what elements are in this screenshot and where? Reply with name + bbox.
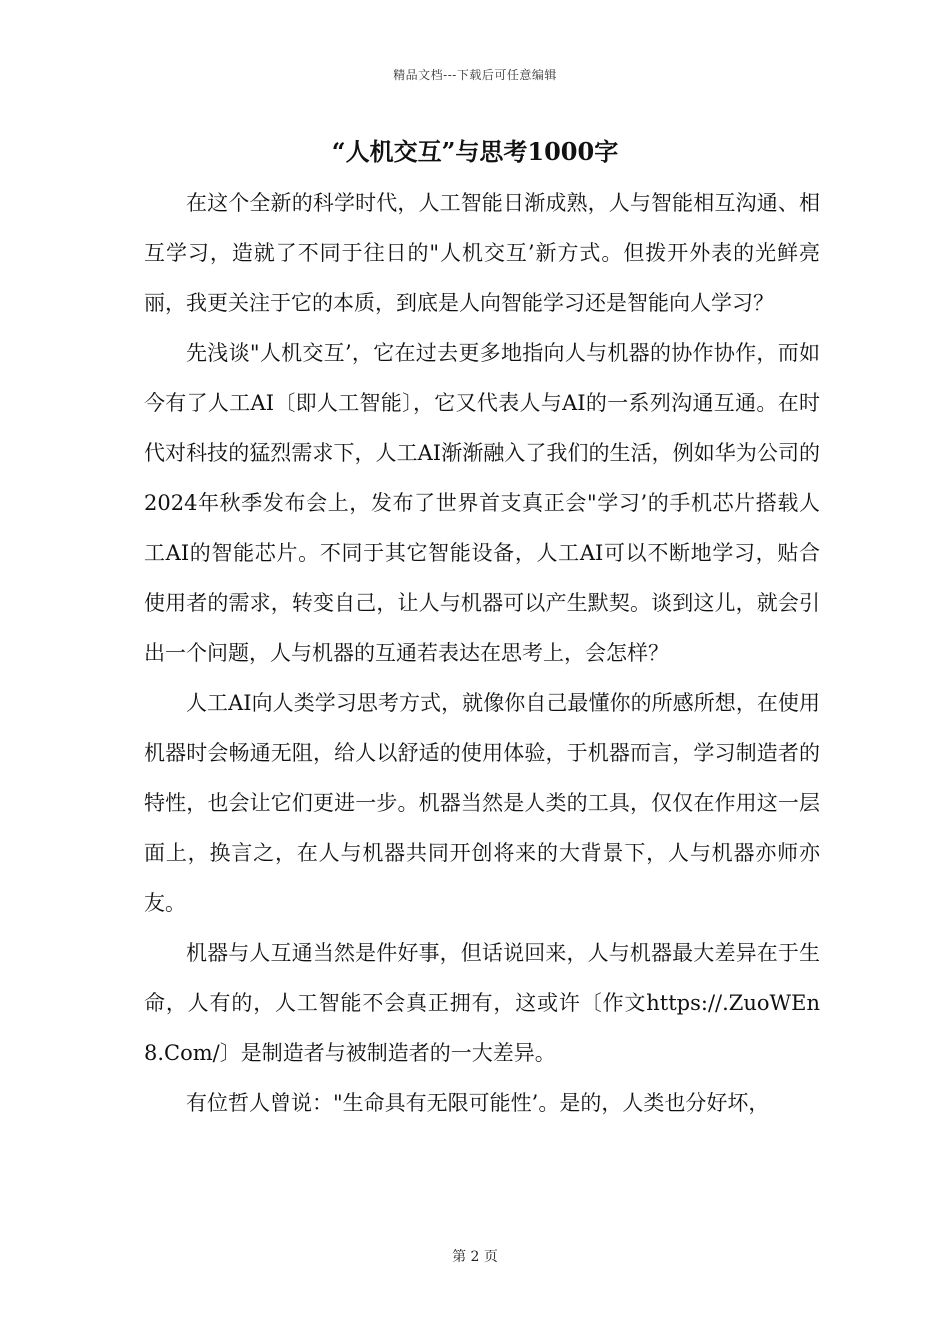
page-number: 第 2 页 [452, 1249, 498, 1265]
paragraph-2: 先浅谈"人机交互’，它在过去更多地指向人与机器的协作协作，而如今有了人工AI〔即人工智能〕，它又代表人与AI的一系列沟通互通。在时代对科技的猛烈需求下，人工AI渐渐融入了我们的生活，例如华为公司的2024年秋季发布会上，发布了世界首支真正会"学习’的手机芯片搭载人工AI的智能芯片。不同于其它智能设备，人工AI可以不断地学习，贴合使用者的需求，转变自己，让人与机器可以产生默契。谈到这儿，就会引出一个问题，人与机器的互通若表达在思考上，会怎样？ [144, 341, 820, 665]
page-header: 精品文档---下载后可任意编辑 [393, 68, 557, 82]
document-body [144, 178, 820, 1128]
paragraph-5: 有位哲人曾说："生命具有无限可能性’。是的，人类也分好坏， [186, 1091, 770, 1115]
paragraph-4: 机器与人互通当然是件好事，但话说回来，人与机器最大差异在于生命，人有的，人工智能不会真正拥有，这或许〔作文https://.ZuoWEn8.Com/〕是制造者与被制造者的一大差异。 [144, 941, 820, 1065]
paragraph-1: 在这个全新的科学时代，人工智能日渐成熟，人与智能相互沟通、相互学习，造就了不同于往日的"人机交互’新方式。但拨开外表的光鲜亮丽，我更关注于它的本质，到底是人向智能学习还是智能向人学习？ [144, 191, 820, 315]
paragraph-3: 人工AI向人类学习思考方式，就像你自己最懂你的所感所想，在使用机器时会畅通无阻，给人以舒适的使用体验，于机器而言，学习制造者的特性，也会让它们更进一步。机器当然是人类的工具，仅仅在作用这一层面上，换言之，在人与机器共同开创将来的大背景下，人与机器亦师亦友。 [144, 691, 820, 915]
document-title: “人机交互”与思考1000字 [331, 137, 619, 166]
